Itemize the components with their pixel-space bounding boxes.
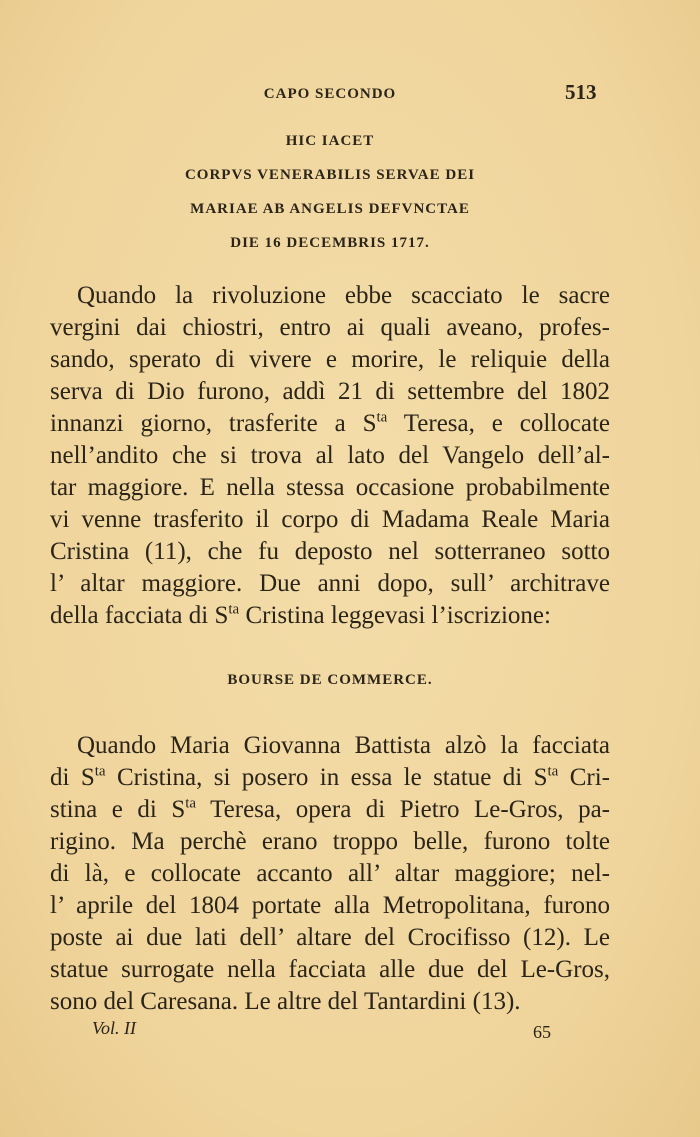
inscription-caption: BOURSE DE COMMERCE. — [227, 672, 433, 688]
text-line: vi venne trasferito il corpo di Madama Reale Maria — [50, 506, 610, 533]
text-line: rigino. Ma perchè erano troppo belle, furono tolte — [50, 828, 610, 855]
text-segment: Teresa, opera di Pietro Le-Gros, pa- — [196, 796, 610, 823]
text-line: serva di Dio furono, addì 21 di settembre del 1802 — [50, 378, 610, 405]
text-line: sando, sperato di vivere e morire, le reliquie della — [50, 346, 610, 373]
text-line: l’ aprile del 1804 portate alla Metropolitana, furono — [50, 892, 610, 919]
text-segment: innanzi giorno, trasferite a S — [50, 410, 377, 437]
text-line: nell’andito che si trova al lato del Vangelo dell’al- — [50, 442, 610, 469]
text-line: vergini dai chiostri, entro ai quali aveano, profes- — [50, 314, 610, 341]
text-line: Quando Maria Giovanna Battista alzò la facciata — [77, 732, 610, 759]
body-paragraph-2 — [50, 730, 610, 1018]
epitaph-line: DIE 16 DECEMBRIS 1717. — [230, 235, 430, 251]
running-header: CAPO SECONDO — [263, 86, 397, 102]
text-line: Quando la rivoluzione ebbe scacciato le sacre — [77, 282, 610, 309]
text-line: di là, e collocate accanto all’ altar maggiore; nel- — [50, 860, 610, 887]
text-line: statue surrogate nella facciata alle due del Le-Gros, — [50, 956, 610, 983]
superscript: ta — [228, 601, 240, 618]
superscript: ta — [547, 763, 559, 780]
epitaph-line: MARIAE AB ANGELIS DEFVNCTAE — [190, 201, 470, 217]
text-line: Cristina (11), che fu deposto nel sotterraneo sotto — [50, 538, 610, 565]
text-line — [50, 408, 610, 440]
text-line: tar maggiore. E nella stessa occasione probabilmente — [50, 474, 610, 501]
text-segment: Teresa, e collocate — [387, 410, 610, 437]
text-segment: Cristina, si posero in essa le statue di S — [105, 764, 548, 791]
text-line — [50, 794, 610, 826]
text-segment: di S — [50, 764, 95, 791]
superscript: ta — [376, 409, 388, 426]
signature-mark: 65 — [533, 1022, 551, 1042]
superscript: ta — [185, 795, 197, 812]
text-segment: stina e di S — [50, 796, 186, 823]
text-segment: della facciata di S — [50, 602, 229, 629]
body-paragraph-1 — [50, 280, 610, 632]
text-segment: Cristina leggevasi l’iscrizione: — [239, 602, 551, 629]
epitaph-line: HIC IACET — [285, 133, 375, 149]
text-line: l’ altar maggiore. Due anni dopo, sull’ architrave — [50, 570, 610, 597]
epitaph-inscription — [0, 124, 660, 260]
volume-footer: Vol. II — [92, 1018, 136, 1038]
text-line — [50, 600, 610, 632]
text-segment: Cri- — [558, 764, 610, 791]
text-line — [50, 762, 610, 794]
text-line: poste ai due lati dell’ altare del Crocifisso (12). Le — [50, 924, 610, 951]
page-number: 513 — [565, 80, 597, 104]
superscript: ta — [94, 763, 106, 780]
text-line: sono del Caresana. Le altre del Tantardini (13). — [50, 988, 521, 1015]
epitaph-line: CORPVS VENERABILIS SERVAE DEI — [184, 167, 476, 183]
